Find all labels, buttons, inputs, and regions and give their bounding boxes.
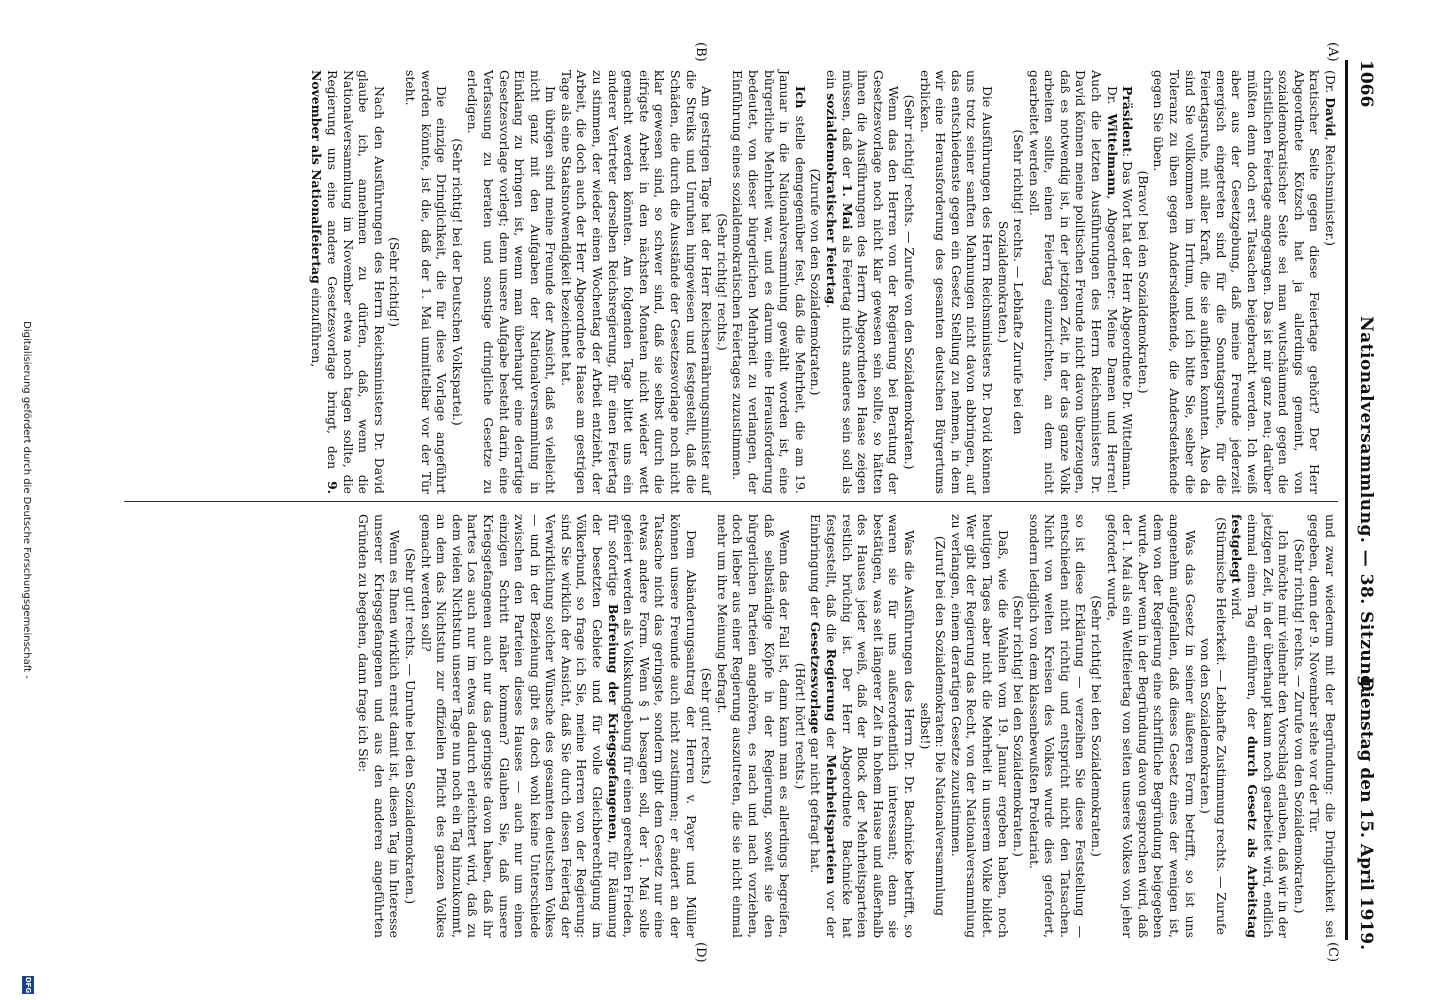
- interjection: [714, 70, 730, 494]
- running-title: Nationalversammlung. — 38. Sitzung.: [1356, 316, 1376, 694]
- interjection: [1198, 514, 1229, 938]
- text-run: (Sehr richtig! rechts. — Lebhafte Zurufe bei den Sozialdemokraten.): [995, 129, 1027, 435]
- text-run: Daß, wie die Wahlen vom 19. Januar ergeben haben, noch heutigen Tages aber nicht die Mehrheit in unserem Volke bildet. Wer gibt der Regierung das Recht, von der Nationalversammlung zu verlangen, einem derartigen Gesetze zuzustimmen.: [948, 514, 1011, 938]
- paragraph: [558, 70, 714, 494]
- paragraph: [418, 514, 699, 938]
- page-number: 1066: [1356, 60, 1376, 108]
- text-run: Ich möchte mir vielmehr den Vorschlag erlauben, daß wir in der jetzigen Zeit, in der überhaupt kaum noch gearbeitet wird, endlich einmal einen Tag einführen, der: [1245, 514, 1292, 938]
- text-run: Nach den Ausführungen des Herrn Reichsministers Dr. David glaube ich, annehmen zu dürfen, daß, wenn die Nationalversammlung im November etwa noch tagen sollte, die Regierung uns eine andere Gesetzesvorlage bringt, den: [325, 70, 387, 494]
- text-run: (Hört! hört! rechts.): [792, 662, 808, 790]
- text-run: Wenn es Ihnen wirklich ernst damit ist, diesen Tag im Interesse unserer Kriegsgefangenen und aus den anderen angeführten Gründen zu begehen, dann frage ich Sie:: [356, 514, 403, 938]
- text-run: (Sehr richtig! bei der Deutschen Volkspartei.): [449, 138, 465, 426]
- session-date: Dienstag den 15. April 1919.: [1356, 676, 1376, 950]
- text-run: (Sehr richtig! rechts. — Zurufe von den Sozialdemokraten.): [901, 94, 917, 470]
- text-run: (Sehr richtig!): [387, 237, 403, 327]
- interjection: [402, 514, 418, 938]
- paragraph: [465, 70, 559, 494]
- paragraph: [730, 70, 808, 494]
- interjection: [901, 70, 917, 494]
- interjection: [995, 70, 1026, 494]
- emphasized-text: Regierung: [824, 648, 839, 722]
- text-run: , Abgeordneter: Meine Damen und Herren! Auch die letzten Ausführungen des Herrn Reichsministers Dr. David können meine politischen Freunde nicht davon überzeugen, daß es notwendig ist, in der jetzigen Zeit, in der das ganze Volk arbeiten sollte, einen Feiertag einzurichten, an dem nicht gearbeitet werden soll.: [1026, 70, 1120, 494]
- margin-marker-b: (B): [693, 42, 708, 62]
- paragraph: [808, 514, 917, 938]
- paragraph: [714, 514, 792, 938]
- text-run: (Sehr gut! rechts.): [699, 667, 715, 785]
- interjection: [387, 70, 403, 494]
- emphasized-text: 1. Mai: [839, 183, 855, 230]
- text-run: Dr.: [1104, 86, 1120, 114]
- text-run: Wenn das den Herren von der Regierung bei Beratung der Gesetzesvorlage noch nicht klar gewesen sein sollte, so hätten ihnen die Ausführungen des Herrn Abgeordneten Haase zeigen müssen, daß der: [839, 70, 902, 494]
- interjection: [917, 514, 948, 938]
- column-divider: [124, 501, 1338, 502]
- paragraph: [1026, 514, 1088, 938]
- dfg-logo: DFG: [24, 976, 32, 994]
- interjection: [1291, 514, 1307, 938]
- text-run: der: [824, 721, 839, 755]
- paragraph: [1307, 514, 1338, 938]
- text-run: und zwar wiederum mit der Begründung: die Dringlichkeit sei gegeben, denn der 9. November stehe vor der Tür.: [1307, 514, 1338, 938]
- digitization-note: Digitalisierung gefördert durch die Deutsche Forschungsgemeinschaft -: [21, 321, 32, 679]
- text-run: gar nicht gefragt hat.: [808, 733, 824, 874]
- margin-marker-a: (A): [1325, 42, 1340, 62]
- paragraph: [1120, 70, 1136, 494]
- interjection: [792, 514, 808, 938]
- text-run: (Zurufe von den Sozialdemokraten.): [808, 168, 824, 396]
- emphasized-text: Befreiung der Kriegsgefangenen: [605, 603, 621, 840]
- paragraph: [1104, 514, 1198, 938]
- text-run: Die einzige Dringlichkeit, die für diese Vorlage angeführt werden könnte, ist die, daß der 1. Mai unmittelbar vor der Tür steht.: [402, 70, 450, 494]
- paragraph: [948, 514, 1010, 938]
- text-run: (Sehr richtig! rechts.): [714, 213, 730, 351]
- text-run: kratischer Seite gegen diese Feiertage gehört? Der Herr Abgeordnete Kötzsch hat ja allerdings gemeint, von sozialdemokratischer Seite sei man wutschäumend gegen die christlichen Feiertage angegangen. Das ist mir ganz neu; darüber müßten denn doch erst Tatsachen beigebracht werden. Ich weiß aber aus der Gesetzgebung, daß meine Freunde jederzeit energisch eingetreten sind für die Sonntagsruhe, für die Feiertagsruhe, mit aller Kraft, die sie aufbieten konnten. Also da sind Sie vollkommen im Irrtum, und ich bitte Sie, selber die Toleranz zu üben gegen Andersdenkende, die Andersdenkende gegen Sie üben.: [1151, 70, 1323, 494]
- interjection: [1011, 514, 1027, 938]
- text-run: , Reichsminister.): [1323, 136, 1338, 247]
- text-run: (Sehr gut! rechts. — Unruhe bei den Sozialdemokraten.): [402, 547, 418, 905]
- interjection: [1089, 514, 1105, 938]
- paragraph: [1322, 70, 1338, 494]
- text-run: Dem Abänderungsantrag der Herren v. Payer und Müller können unsere Freunde auch nicht zustimmen; er ändert an der Tatsache nicht das geringste, sondern gibt dem Gesetz nur eine etwas andere Form. Wenn § 1 besagen soll, der 1. Mai solle gefeiert werden als Volkskundgebung für einen gerechten Frieden, für sofortige: [605, 514, 699, 938]
- text-run: Was das Gesetz in seiner äußeren Form betrifft, so ist uns angenehm aufgefallen, daß dieses Gesetz eines der wenigen ist, dem von der Regierung eine schriftliche Begründung beigegeben wurde. Aber wenn in der Begründung davon gesprochen wird, daß der 1. Mai als ein Weltfeiertag von seiten unseres Volkes von jeher gefordert wurde,: [1104, 514, 1198, 938]
- text-run: einzuführen,: [309, 283, 325, 368]
- paragraph: [402, 70, 449, 494]
- text-column-right: [356, 514, 1338, 938]
- interjection: [699, 514, 715, 938]
- text-run: (Zuruf bei den Sozialdemokraten: Die Nationalversammlung selbst!): [917, 535, 949, 917]
- header-rule: [1345, 60, 1348, 940]
- margin-marker-c: (C): [1325, 942, 1340, 963]
- text-run: .: [824, 304, 839, 309]
- paragraph: [309, 70, 387, 494]
- text-run: Wenn das der Fall ist, dann kann man es allerdings begreifen, daß selbständige Köpfe in der Regierung, soweit sie den bürgerlichen Parteien angehören, es nach und nach vorziehen, doch lieber aus einer Regierung auszutreten, die sie nicht einmal mehr um ihre Meinung befragt.: [714, 514, 793, 938]
- text-run: (Stürmische Heiterkeit. — Lebhafte Zustimmung rechts. — Zurufe von den Sozialdemokraten.): [1198, 517, 1229, 935]
- paragraph: [917, 70, 995, 494]
- paragraph: [1229, 514, 1291, 938]
- text-run: (Dr.: [1323, 70, 1338, 98]
- paragraph: [1026, 70, 1120, 494]
- interjection: [449, 70, 465, 494]
- page-header: [1350, 60, 1376, 950]
- emphasized-text: 9. November als Nationalfeiertag: [309, 70, 340, 494]
- paragraph: [1151, 70, 1323, 494]
- emphasized-text: sozialdemokratischer Feiertag: [824, 93, 839, 305]
- interjection: [1135, 70, 1151, 494]
- text-run: Was die Ausführungen des Herrn Dr. Dr. Bachnicke betrifft, so waren sie für uns außerordentlich interessant; denn sie bestätigen, was seit längerer Zeit in hohem Hause und außerhalb des Hauses jeder weiß, daß der Block der Mehrheitsparteien restlich brüchig ist. Der Herr Abgeordnete Bachnicke hat festgestellt, daß die: [824, 514, 917, 938]
- text-run: , für Räumung der besetzten Gebiete und für volle Gleichberechtigung im Völkerbund, so frage ich Sie, meine Herren von der Regierung: sind Sie wirklich der Ansicht, daß Sie durch diesen Feiertag der Verwirklichung solcher Wünsche des gesamten deutschen Volkes — und in der Beziehung gibt es doch wohl keine Unterschiede zwischen den Parteien dieses Hauses — auch nur um einen einzigen Schritt näher kommen? Glauben Sie, daß unsere Kriegsgefangenen auch nur das geringste davon haben, daß ihr hartes Los auch nur im etwas dadurch erleichtert wird, daß zu dem vielen Nichtstun unserer Tage nun noch ein Tag hinzukommt, an dem das Nichtstun zur offiziellen Pflicht des ganzen Volkes gemacht werden soll?: [418, 514, 621, 938]
- text-run: stelle demgegenüber fest, daß die Mehrheit, die am 19. Januar in die Nationalversammlung gewählt worden ist, eine bürgerliche Mehrheit war, und es darum eine Herausforderung bedeutet, von dieser bürgerlichen Mehrheit zu verlangen, der Einführung eines sozialdemokratischen Feiertages zuzustimmen.: [730, 70, 808, 494]
- emphasized-text: Wittelmann: [1104, 113, 1120, 196]
- text-run: (Sehr richtig! rechts. — Zurufe von den Sozialdemokraten.): [1291, 538, 1307, 914]
- text-column-left: [309, 70, 1338, 494]
- paragraph: [823, 70, 901, 494]
- text-run: : Das Wort hat der Herr Abgeordnete Dr. Wittelmann.: [1120, 152, 1136, 491]
- emphasized-text: Präsident: [1120, 86, 1136, 153]
- interjection: [808, 70, 824, 494]
- text-run: (Sehr richtig! bei den Sozialdemokraten.): [1011, 595, 1027, 857]
- text-run: Im übrigen sind meine Freunde der Ansicht, daß es vielleicht nicht ganz mit den Aufgaben der Nationalversammlung in Einklang zu bringen ist, wenn man überhaupt eine derartige Gesetzesvorlage vorlegt; denn unsere Aufgabe besteht darin, eine Verfassung zu beraten und sonstige dringliche Gesetze zu erledigen.: [465, 70, 559, 494]
- emphasized-text: Mehrheitsparteien: [824, 754, 839, 885]
- text-run: (Sehr richtig! bei den Sozialdemokraten.): [1089, 595, 1105, 857]
- text-run: wird.: [1229, 583, 1245, 620]
- emphasized-text: Gesetzesvorlage: [808, 621, 824, 734]
- emphasized-text: durch Gesetz als Arbeitstag festgelegt: [1229, 514, 1261, 938]
- emphasized-text: David: [1323, 97, 1338, 137]
- text-run: als Feiertag nichts anderes sein soll als ein: [824, 70, 855, 494]
- text-run: Die Ausführungen des Herrn Reichsministers Dr. David können uns trotz seiner sanften Mahnungen nicht davon abbringen, auf das entschiedenste gegen ein Gesetz Stellung zu nehmen, in dem wir eine Herausforderung des gesamten deutschen Bürgertums erblicken.: [917, 70, 995, 494]
- text-run: (Bravo! bei den Sozialdemokraten.): [1135, 170, 1151, 394]
- text-run: Am gestrigen Tage hat der Herr Reichsernährungsminister auf die Streiks und Unruhen hingewiesen und festgestellt, daß die Schäden, die durch die Ausstände der Gesetzesvorlage noch nicht klar gewesen sind, so schwer sind, daß sie selbst durch die eifrigste Arbeit in den nächsten Monaten nicht wieder wett gemacht werden könnten. Am folgenden Tage bittet uns ein anderer Vertreter derselben Reichsregierung, für einen Feiertag zu stimmen, der wieder einen Wochentag der Arbeit entzieht, der Arbeit, die doch auch der Herr Abgeordnete Haase am gestrigen Tage als eine Staatsnotwendigkeit bezeichnet hat.: [558, 70, 715, 494]
- emphasized-text: Ich: [792, 86, 808, 109]
- paragraph: [356, 514, 403, 938]
- text-run: vor der Einbringung der: [808, 514, 839, 938]
- margin-marker-d: (D): [693, 942, 708, 963]
- text-run: so ist diese Erklärung — verzeihen Sie diese Feststellung — entschieden nicht richtig und entspricht nicht den Tatsachen. Nicht von weiten Kreisen des Volkes wurde dies gefordert, sondern lediglich von dem klassenbewußten Proletariat.: [1026, 514, 1089, 938]
